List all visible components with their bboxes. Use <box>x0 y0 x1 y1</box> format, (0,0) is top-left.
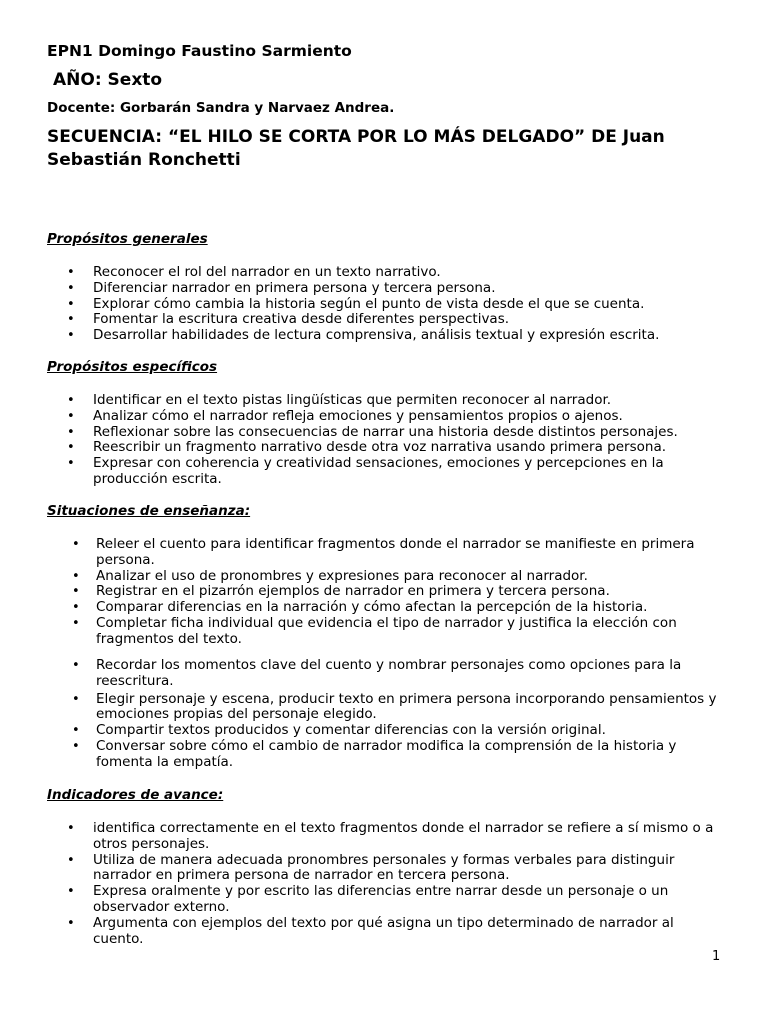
section-title-progress-indicators: Indicadores de avance: <box>47 787 224 803</box>
bullet-icon: • <box>72 568 80 584</box>
section-title-general-purposes: Propósitos generales <box>47 231 208 247</box>
list-item: • Elegir personaje y escena, producir texto en primera persona incorporando pensamientos y emociones propias del personaje elegido. <box>72 690 717 723</box>
bullet-icon: • <box>67 312 75 328</box>
bullet-icon: • <box>67 424 75 440</box>
bullet-icon: • <box>67 884 75 900</box>
list-item: • Expresa oralmente y por escrito las diferencias entre narrar desde un personaje o un observador externo. <box>67 883 669 915</box>
list-item: • Conversar sobre cómo el cambio de narrador modifica la comprensión de la historia y fomenta la empatía. <box>72 737 677 770</box>
list-item: • Reconocer el rol del narrador en un texto narrativo. <box>67 264 441 280</box>
bullet-icon: • <box>67 328 75 344</box>
list-item: • Identificar en el texto pistas lingüísticas que permiten reconocer al narrador. <box>67 392 612 408</box>
list-item: • Recordar los momentos clave del cuento y nombrar personajes como opciones para la reescritura. <box>72 657 682 689</box>
list-item: • Compartir textos producidos y comentar diferencias con la versión original. <box>72 722 606 739</box>
list-item: • Comparar diferencias en la narración y cómo afectan la percepción de la historia. <box>72 599 648 616</box>
teaching-situations-list-2 <box>72 658 722 771</box>
list-item: • Fomentar la escritura creativa desde diferentes perspectivas. <box>67 311 510 328</box>
list-item: • Registrar en el pizarrón ejemplos de narrador en primera y tercera persona. <box>72 583 610 600</box>
list-item: • Reflexionar sobre las consecuencias de narrar una historia desde distintos personajes. <box>67 423 678 440</box>
bullet-icon: • <box>67 821 75 836</box>
list-item: • Analizar el uso de pronombres y expresiones para reconocer al narrador. <box>72 567 588 584</box>
bullet-icon: • <box>72 738 80 754</box>
bullet-icon: • <box>72 691 80 707</box>
list-item: • Utiliza de manera adecuada pronombres personales y formas verbales para distinguir narrador en primera persona de narrador en tercera persona. <box>67 851 675 884</box>
list-item: • Analizar cómo el narrador refleja emociones y pensamientos propios o ajenos. <box>67 407 623 424</box>
bullet-icon: • <box>67 296 75 312</box>
bullet-icon: • <box>67 456 75 472</box>
progress-indicators-list <box>67 821 727 947</box>
school-name: EPN1 Domingo Faustino Sarmiento <box>47 42 352 60</box>
list-item: • Desarrollar habilidades de lectura comprensiva, análisis textual y expresión escrita. <box>67 327 660 344</box>
list-item: • Expresar con coherencia y creatividad sensaciones, emociones y percepciones en la producción escrita. <box>67 455 664 487</box>
list-item: • identifica correctamente en el texto fragmentos donde el narrador se refiere a sí mismo o a otros personajes. <box>67 820 714 852</box>
list-item: • Reescribir un fragmento narrativo desde otra voz narrativa usando primera persona. <box>67 439 667 456</box>
bullet-icon: • <box>67 852 75 868</box>
specific-purposes-list <box>67 393 727 488</box>
list-item: • Completar ficha individual que evidencia el tipo de narrador y justifica la elección con fragmentos del texto. <box>72 614 677 647</box>
list-item: • Explorar cómo cambia la historia según el punto de vista desde el que se cuenta. <box>67 295 645 312</box>
section-title-teaching-situations: Situaciones de enseñanza: <box>47 503 251 519</box>
page-number: 1 <box>712 949 721 964</box>
bullet-icon: • <box>72 584 80 600</box>
list-item: • Releer el cuento para identificar fragmentos donde el narrador se manifieste en primera persona. <box>72 536 695 568</box>
section-title-specific-purposes: Propósitos específicos <box>47 359 218 375</box>
bullet-icon: • <box>67 265 75 280</box>
teachers: Docente: Gorbarán Sandra y Narvaez Andrea. <box>47 100 395 116</box>
bullet-icon: • <box>72 600 80 616</box>
bullet-icon: • <box>72 658 80 673</box>
school-year: AÑO: Sexto <box>53 70 163 90</box>
bullet-icon: • <box>67 393 75 408</box>
bullet-icon: • <box>67 280 75 296</box>
bullet-icon: • <box>67 440 75 456</box>
general-purposes-list <box>67 265 727 344</box>
teaching-situations-list <box>72 537 722 648</box>
bullet-icon: • <box>72 615 80 631</box>
list-item: • Diferenciar narrador en primera persona y tercera persona. <box>67 279 496 296</box>
bullet-icon: • <box>72 723 80 739</box>
bullet-icon: • <box>67 915 75 931</box>
bullet-icon: • <box>72 537 80 552</box>
list-item: • Argumenta con ejemplos del texto por qué asigna un tipo determinado de narrador al cuento. <box>67 914 674 947</box>
sequence-title: SECUENCIA: “EL HILO SE CORTA POR LO MÁS DELGADO” DE Juan Sebastián Ronchetti <box>47 127 665 170</box>
bullet-icon: • <box>67 408 75 424</box>
